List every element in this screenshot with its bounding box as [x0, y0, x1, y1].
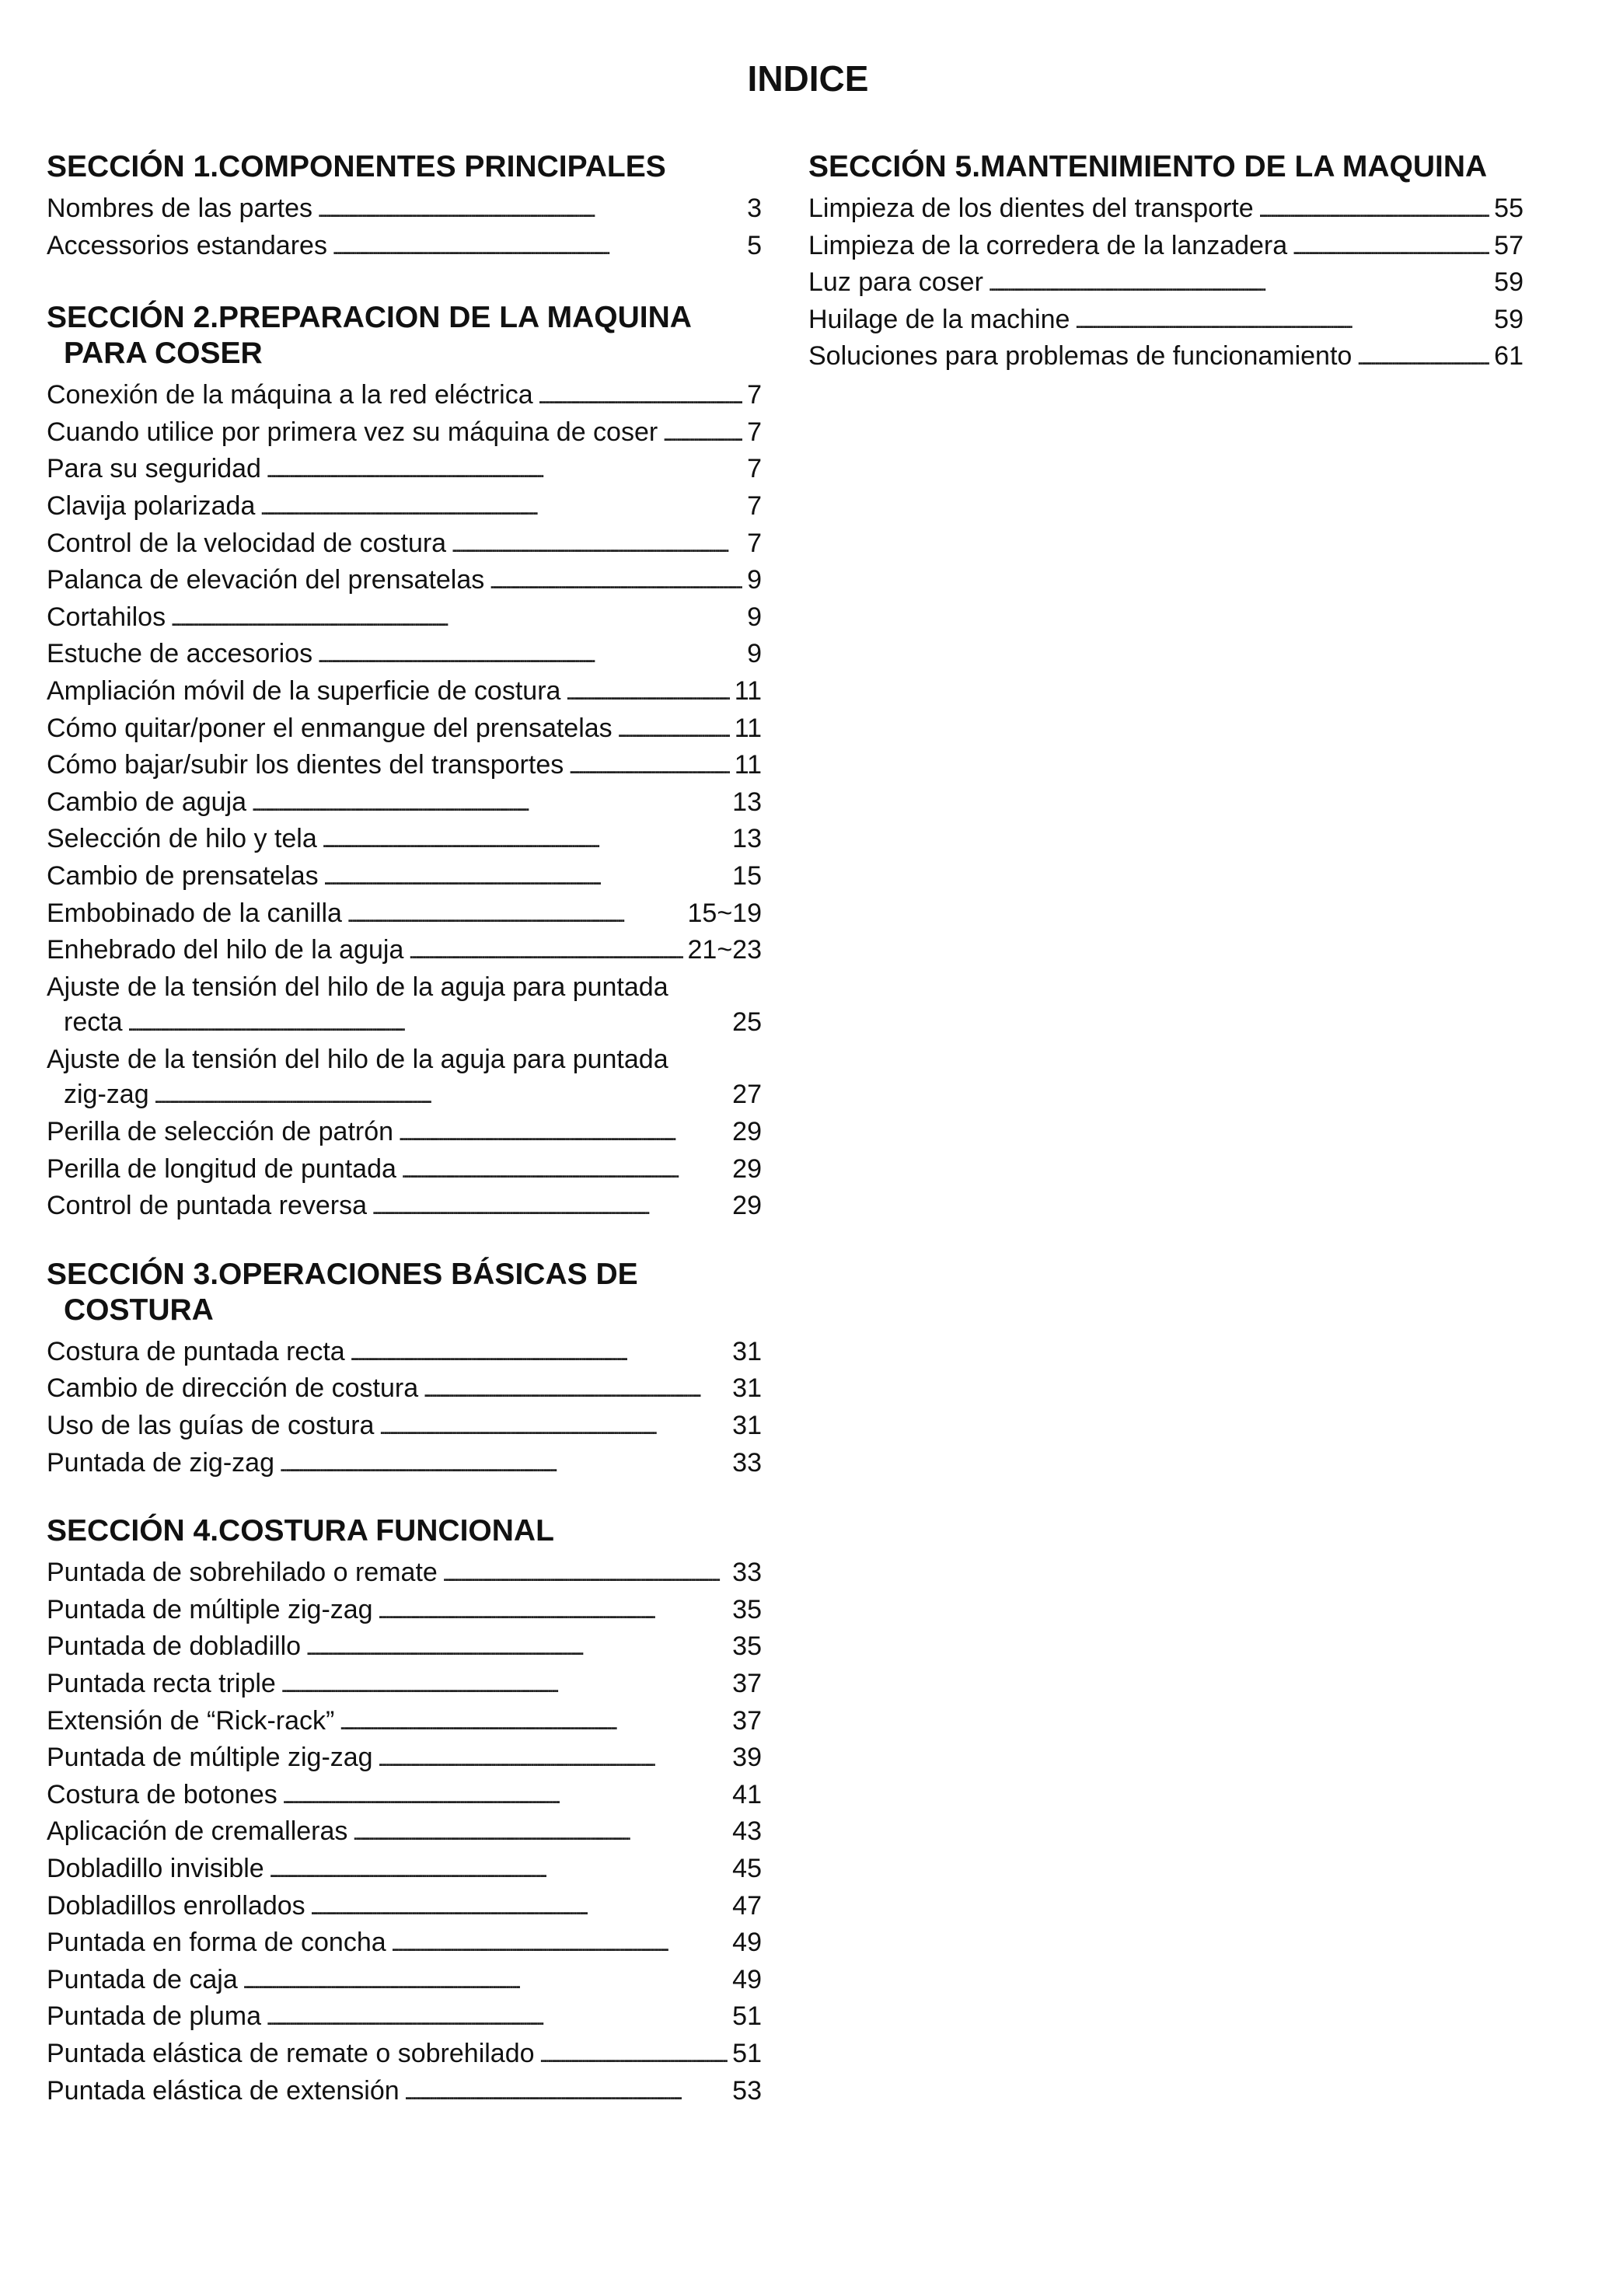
- dot-leader: [398, 1115, 728, 1152]
- toc-entry[interactable]: [47, 785, 762, 822]
- section-3-heading: [47, 1257, 762, 1328]
- dot-leader: [404, 2074, 728, 2111]
- dot-leader: [565, 674, 729, 711]
- toc-entry-title: Cómo bajar/subir los dientes del transportes: [47, 750, 564, 780]
- toc-entry-title: Puntada en forma de concha: [47, 1928, 386, 1958]
- toc-entry[interactable]: [47, 1963, 762, 2000]
- toc-entry-page: 27: [732, 1080, 762, 1110]
- toc-entry-title: Accessorios estandares: [47, 230, 327, 260]
- toc-entry-title: Puntada elástica de remate o sobrehilado: [47, 2038, 535, 2068]
- dot-leader: [451, 526, 742, 564]
- dot-leader: [339, 1704, 728, 1741]
- toc-entry-title: Cómo quitar/poner el enmangue del prensatelas: [47, 713, 613, 743]
- dot-leader: [423, 1371, 728, 1408]
- dot-leader: [1074, 302, 1489, 340]
- toc-entry[interactable]: [47, 1446, 762, 1483]
- toc-entry-page: 37: [732, 1705, 762, 1736]
- dot-leader: [568, 748, 729, 785]
- dot-leader: [266, 1999, 728, 2036]
- dot-leader: [127, 1005, 728, 1042]
- toc-entry-title: Puntada de dobladillo: [47, 1631, 302, 1662]
- section-1: [47, 149, 762, 265]
- toc-entry[interactable]: [47, 1408, 762, 1446]
- dot-leader: [378, 1593, 728, 1630]
- toc-entry[interactable]: [47, 674, 762, 711]
- toc-entry-page: 15: [732, 860, 762, 891]
- toc-entry-page: 21~23: [687, 935, 762, 965]
- toc-entry-title: Estuche de accesorios: [47, 639, 313, 669]
- toc-entry-title: Limpieza de los dientes del transporte: [808, 194, 1254, 223]
- toc-entry-page: 29: [732, 1117, 762, 1147]
- toc-entry[interactable]: [47, 1740, 762, 1778]
- dot-leader: [282, 1778, 728, 1815]
- toc-entry-title: Puntada de pluma: [47, 2001, 261, 2032]
- toc-entry-page: 7: [747, 528, 762, 558]
- toc-entry[interactable]: [47, 1629, 762, 1666]
- toc-entry[interactable]: [47, 415, 762, 452]
- toc-entry-title: Nombres de las partes: [47, 194, 313, 223]
- toc-entry-title: Control de la velocidad de costura: [47, 528, 447, 558]
- toc-entry-page: 41: [732, 1779, 762, 1809]
- toc-entry-title: Palanca de elevación del prensatelas: [47, 565, 485, 595]
- toc-entry[interactable]: [47, 748, 762, 785]
- section-4-entries: [47, 1555, 762, 2110]
- toc-entry-title: Para su seguridad: [47, 454, 261, 484]
- toc-entry-title: Soluciones para problemas de funcionamiento: [808, 341, 1352, 372]
- section-2: [47, 300, 762, 1226]
- section-3-entries: [47, 1335, 762, 1482]
- dot-leader: [317, 191, 742, 229]
- dot-leader: [243, 1963, 728, 2000]
- section-5-entries: [808, 191, 1524, 376]
- toc-entry[interactable]: [47, 1851, 762, 1889]
- toc-entry-title-line2: recta: [64, 1007, 123, 1038]
- dot-leader: [281, 1666, 728, 1704]
- toc-entry-page: 3: [747, 194, 762, 223]
- dot-leader: [617, 711, 730, 748]
- toc-entry[interactable]: [47, 1335, 762, 1372]
- toc-entry-page: 51: [732, 2038, 762, 2068]
- toc-entry-page: 13: [732, 824, 762, 854]
- toc-entry-page: 15~19: [687, 898, 762, 928]
- toc-entry[interactable]: [47, 1188, 762, 1226]
- section-3: [47, 1257, 762, 1482]
- toc-entry-title: Control de puntada reversa: [47, 1191, 368, 1221]
- toc-entry-page: 29: [732, 1153, 762, 1184]
- toc-entry-wrapped[interactable]: [47, 970, 762, 1042]
- toc-entry-title: Luz para coser: [808, 267, 983, 298]
- toc-entry[interactable]: [47, 1666, 762, 1704]
- dot-leader: [378, 1740, 728, 1778]
- toc-entry-title: Selección de hilo y tela: [47, 824, 317, 854]
- toc-entry-title: Cambio de aguja: [47, 787, 247, 817]
- section-5-heading: SECCIÓN 5.MANTENIMIENTO DE LA MAQUINA: [808, 150, 1488, 183]
- dot-leader: [310, 1889, 728, 1926]
- toc-entry-title: Costura de puntada recta: [47, 1336, 345, 1366]
- toc-entry[interactable]: [47, 191, 762, 229]
- toc-entry-title-line2: zig-zag: [64, 1080, 149, 1110]
- toc-entry-title-line1: Ajuste de la tensión del hilo de la aguja para puntada: [47, 1044, 668, 1074]
- toc-entry-page: 7: [747, 490, 762, 521]
- toc-entry[interactable]: [47, 822, 762, 859]
- section-1-heading: SECCIÓN 1.COMPONENTES PRINCIPALES: [47, 150, 666, 183]
- toc-entry[interactable]: [47, 896, 762, 933]
- toc-entry-title: Clavija polarizada: [47, 490, 256, 521]
- toc-entry[interactable]: [47, 2074, 762, 2111]
- toc-entry-page: 31: [732, 1336, 762, 1366]
- section-2-entries: [47, 378, 762, 970]
- toc-entry-page: 5: [747, 230, 762, 260]
- dot-leader: [170, 600, 742, 637]
- toc-entry-title: Dobladillo invisible: [47, 1853, 264, 1883]
- toc-entry[interactable]: [47, 933, 762, 970]
- toc-entry-title: Enhebrado del hilo de la aguja: [47, 935, 404, 965]
- toc-entry[interactable]: [47, 563, 762, 600]
- toc-entry[interactable]: [808, 302, 1524, 340]
- toc-entry[interactable]: [808, 339, 1524, 376]
- toc-entry-page: 11: [734, 675, 762, 706]
- toc-entry[interactable]: [47, 1115, 762, 1152]
- dot-leader: [372, 1188, 728, 1226]
- toc-entry[interactable]: [47, 1152, 762, 1189]
- section-5: [808, 149, 1524, 376]
- toc-entry-title: Embobinado de la canilla: [47, 898, 342, 928]
- dot-leader: [352, 1814, 728, 1851]
- toc-entry-page: 25: [732, 1007, 762, 1038]
- toc-entry-title: Huilage de la machine: [808, 304, 1070, 334]
- toc-entry[interactable]: [47, 452, 762, 489]
- section-3-heading-line1: SECCIÓN 3.OPERACIONES BÁSICAS DE: [47, 1257, 638, 1291]
- dot-leader: [266, 452, 742, 489]
- toc-entry[interactable]: [47, 2036, 762, 2074]
- toc-entry-title: Cortahilos: [47, 602, 166, 632]
- dot-leader: [489, 563, 742, 600]
- toc-entry[interactable]: [47, 1778, 762, 1815]
- toc-entry[interactable]: [47, 526, 762, 564]
- toc-entry[interactable]: [47, 1704, 762, 1741]
- dot-leader: [305, 1629, 728, 1666]
- section-2-entries-cont: [47, 1115, 762, 1226]
- toc-entry-page: 45: [732, 1853, 762, 1883]
- toc-entry-title: Puntada de caja: [47, 1964, 238, 1994]
- toc-entry-page: 7: [747, 454, 762, 484]
- toc-entry-title: Cuando utilice por primera vez su máquina de coser: [47, 417, 658, 447]
- toc-entry-page: 37: [732, 1669, 762, 1698]
- toc-entry-page: 29: [732, 1191, 762, 1221]
- toc-entry[interactable]: [808, 191, 1524, 229]
- toc-entry[interactable]: [47, 1371, 762, 1408]
- toc-entry-page: 33: [732, 1447, 762, 1478]
- toc-entry-page: 57: [1494, 230, 1524, 260]
- toc-entry[interactable]: [47, 1925, 762, 1963]
- toc-entry-page: 7: [747, 417, 762, 447]
- toc-entry-page: 61: [1494, 341, 1524, 372]
- toc-entry-page: 13: [732, 787, 762, 817]
- toc-entry-page: 33: [732, 1558, 762, 1588]
- section-1-entries: [47, 191, 762, 265]
- section-2-heading: [47, 300, 762, 372]
- dot-leader: [332, 229, 742, 266]
- toc-entry-page: 35: [732, 1594, 762, 1624]
- toc-entry-title: Dobladillos enrollados: [47, 1890, 305, 1921]
- toc-entry[interactable]: [47, 1555, 762, 1593]
- toc-entry-page: 11: [734, 750, 762, 780]
- dot-leader: [1292, 229, 1489, 266]
- toc-entry-title: Ampliación móvil de la superficie de costura: [47, 675, 561, 706]
- section-2-heading-line2: PARA COSER: [64, 337, 263, 371]
- toc-entry[interactable]: [47, 378, 762, 415]
- toc-entry[interactable]: [47, 1814, 762, 1851]
- dot-leader: [391, 1925, 728, 1963]
- toc-entry-page: 7: [747, 380, 762, 410]
- dot-leader: [379, 1408, 728, 1446]
- section-4: [47, 1513, 762, 2110]
- toc-entry[interactable]: [47, 711, 762, 748]
- toc-entry-title: Costura de botones: [47, 1779, 277, 1809]
- toc-entry-page: 47: [732, 1890, 762, 1921]
- section-4-heading: SECCIÓN 4.COSTURA FUNCIONAL: [47, 1514, 554, 1548]
- toc-entry-page: 9: [747, 602, 762, 632]
- toc-entry[interactable]: [47, 637, 762, 674]
- section-3-heading-line2: COSTURA: [64, 1293, 214, 1327]
- toc-entry-wrapped[interactable]: [47, 1042, 762, 1115]
- toc-entry[interactable]: [47, 1593, 762, 1630]
- dot-leader: [279, 1446, 728, 1483]
- toc-entry-page: 55: [1494, 194, 1524, 223]
- dot-leader: [408, 933, 682, 970]
- toc-entry-page: 49: [732, 1928, 762, 1958]
- dot-leader: [154, 1077, 728, 1115]
- right-column: [808, 149, 1524, 407]
- toc-entry-title: Puntada de sobrehilado o remate: [47, 1558, 438, 1588]
- toc-entry-title: Conexión de la máquina a la red eléctrica: [47, 380, 533, 410]
- page-title: INDICE: [747, 58, 869, 99]
- toc-entry[interactable]: [47, 1889, 762, 1926]
- toc-entry-page: 39: [732, 1743, 762, 1773]
- toc-entry[interactable]: [47, 600, 762, 637]
- dot-leader: [1356, 339, 1489, 376]
- toc-entry-title: Cambio de dirección de costura: [47, 1373, 419, 1404]
- toc-entry-title: Extensión de “Rick-rack”: [47, 1705, 335, 1736]
- toc-entry[interactable]: [808, 229, 1524, 266]
- toc-entry[interactable]: [47, 859, 762, 896]
- toc-entry-page: 11: [734, 713, 762, 743]
- toc-entry-title: Cambio de prensatelas: [47, 860, 319, 891]
- toc-entry[interactable]: [47, 229, 762, 266]
- toc-entry-page: 31: [732, 1411, 762, 1441]
- toc-entry-title: Puntada de múltiple zig-zag: [47, 1594, 373, 1624]
- dot-leader: [317, 637, 742, 674]
- toc-entry-page: 43: [732, 1816, 762, 1847]
- left-column: [47, 149, 762, 2141]
- toc-entry-title: Puntada elástica de extensión: [47, 2075, 400, 2106]
- toc-entry-title: Perilla de longitud de puntada: [47, 1153, 396, 1184]
- toc-entry-page: 59: [1494, 304, 1524, 334]
- toc-entry-title: Puntada recta triple: [47, 1669, 276, 1698]
- toc-entry-page: 49: [732, 1964, 762, 1994]
- dot-leader: [322, 822, 728, 859]
- dot-leader: [442, 1555, 728, 1593]
- toc-entry-page: 59: [1494, 267, 1524, 298]
- toc-entry[interactable]: [47, 1999, 762, 2036]
- toc-entry-page: 51: [732, 2001, 762, 2032]
- toc-entry[interactable]: [47, 489, 762, 526]
- dot-leader: [401, 1152, 728, 1189]
- dot-leader: [539, 2036, 728, 2074]
- dot-leader: [323, 859, 728, 896]
- toc-entry-title-line1: Ajuste de la tensión del hilo de la aguja para puntada: [47, 972, 668, 1002]
- toc-entry-title: Perilla de selección de patrón: [47, 1117, 394, 1147]
- toc-entry-page: 53: [732, 2075, 762, 2106]
- toc-entry-page: 9: [747, 565, 762, 595]
- toc-entry-page: 31: [732, 1373, 762, 1404]
- toc-entry-page: 35: [732, 1631, 762, 1662]
- dot-leader: [538, 378, 742, 415]
- dot-leader: [1258, 191, 1490, 229]
- dot-leader: [269, 1851, 728, 1889]
- dot-leader: [251, 785, 728, 822]
- toc-entry-title: Limpieza de la corredera de la lanzadera: [808, 230, 1288, 260]
- toc-entry-title: Aplicación de cremalleras: [47, 1816, 348, 1847]
- toc-entry-title: Puntada de múltiple zig-zag: [47, 1743, 373, 1773]
- dot-leader: [347, 896, 683, 933]
- toc-entry[interactable]: [808, 265, 1524, 302]
- dot-leader: [260, 489, 742, 526]
- toc-entry-page: 9: [747, 639, 762, 669]
- dot-leader: [988, 265, 1489, 302]
- dot-leader: [662, 415, 742, 452]
- toc-entry-title: Uso de las guías de costura: [47, 1411, 375, 1441]
- section-2-heading-line1: SECCIÓN 2.PREPARACION DE LA MAQUINA: [47, 301, 692, 335]
- toc-entry-title: Puntada de zig-zag: [47, 1447, 274, 1478]
- dot-leader: [350, 1335, 728, 1372]
